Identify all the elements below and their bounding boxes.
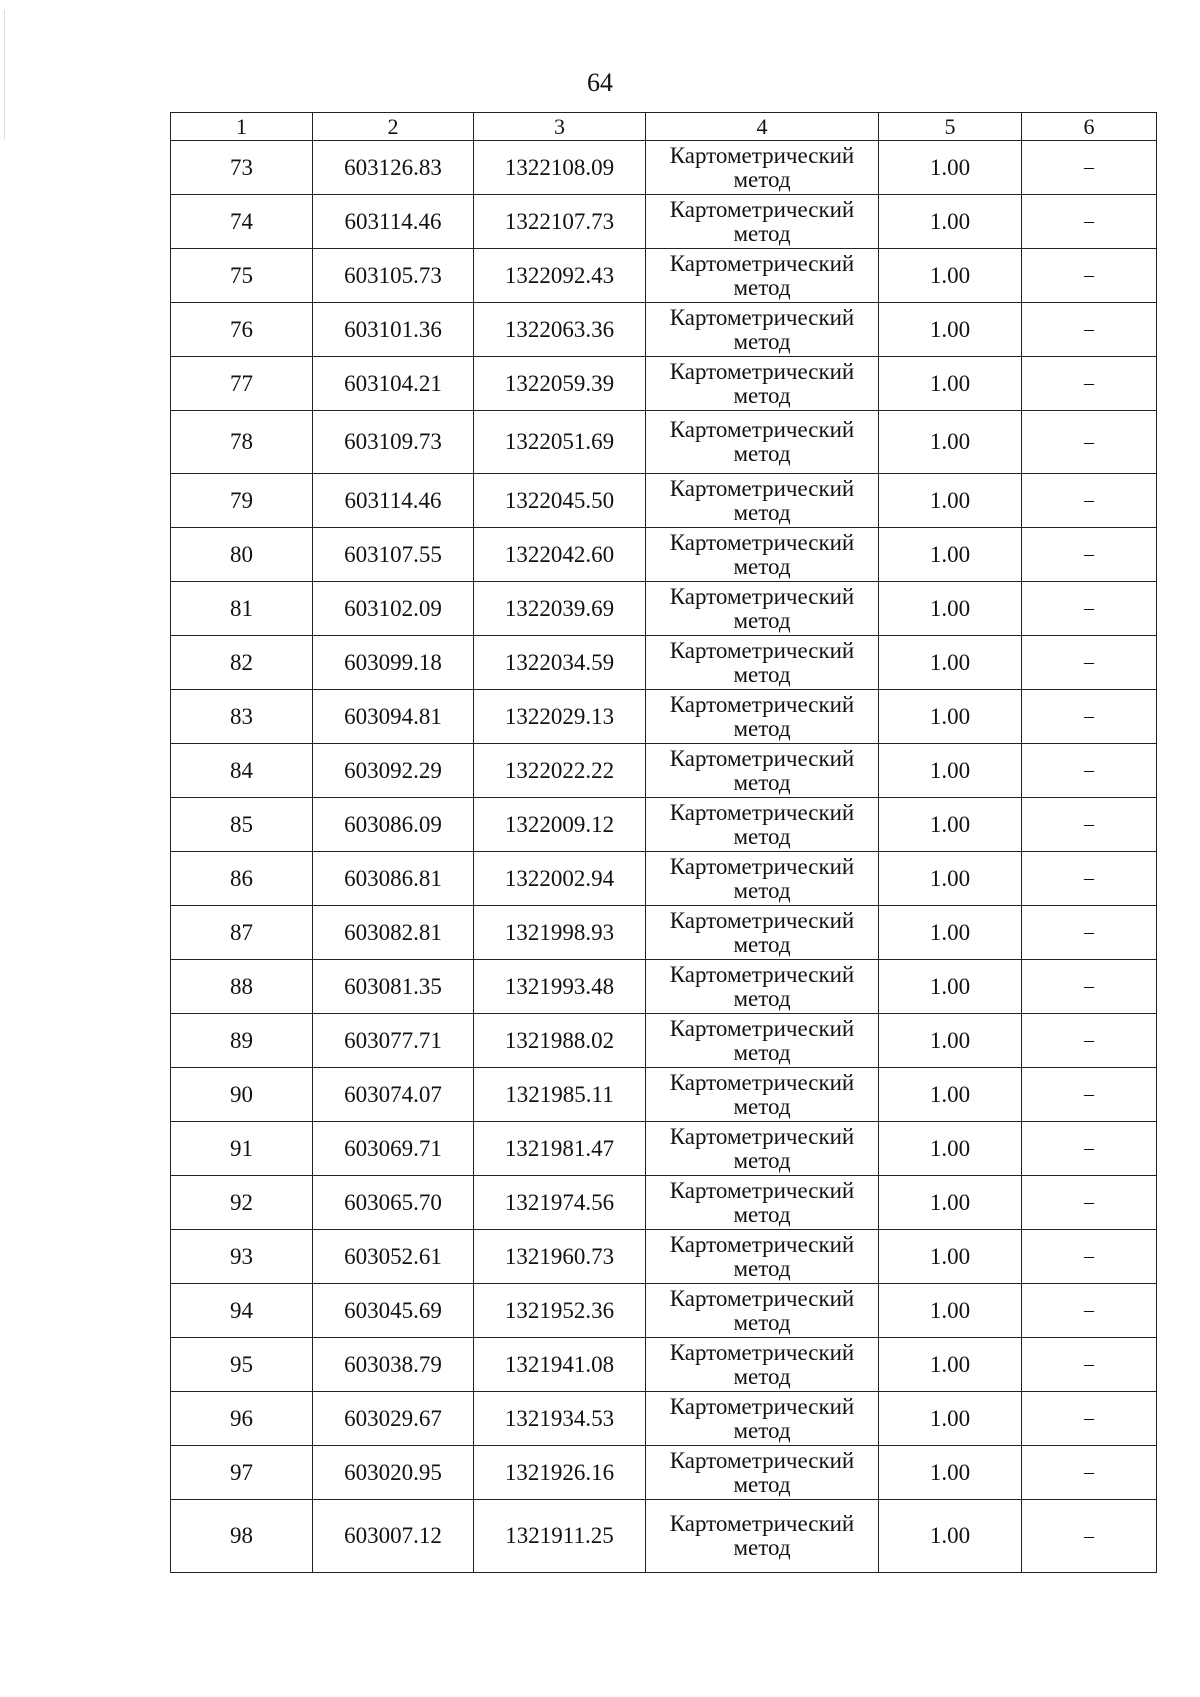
note-cell: – bbox=[1022, 474, 1157, 528]
table-row bbox=[171, 690, 1157, 744]
y-coordinate-cell: 1322092.43 bbox=[474, 249, 646, 303]
table-row bbox=[171, 357, 1157, 411]
method-cell: Картометрический метод bbox=[646, 1230, 879, 1284]
x-coordinate-cell: 603052.61 bbox=[313, 1230, 474, 1284]
note-cell: – bbox=[1022, 1122, 1157, 1176]
coordinates-table bbox=[170, 112, 1157, 1573]
accuracy-cell: 1.00 bbox=[879, 1122, 1022, 1176]
y-coordinate-cell: 1322002.94 bbox=[474, 852, 646, 906]
table-row bbox=[171, 1068, 1157, 1122]
accuracy-cell: 1.00 bbox=[879, 1500, 1022, 1573]
table-row bbox=[171, 411, 1157, 474]
accuracy-cell: 1.00 bbox=[879, 195, 1022, 249]
point-number-cell: 97 bbox=[171, 1446, 313, 1500]
y-coordinate-cell: 1321934.53 bbox=[474, 1392, 646, 1446]
point-number-cell: 76 bbox=[171, 303, 313, 357]
y-coordinate-cell: 1321981.47 bbox=[474, 1122, 646, 1176]
method-cell: Картометрический метод bbox=[646, 906, 879, 960]
point-number-cell: 81 bbox=[171, 582, 313, 636]
table-row bbox=[171, 1392, 1157, 1446]
note-cell: – bbox=[1022, 960, 1157, 1014]
method-cell: Картометрический метод bbox=[646, 357, 879, 411]
method-cell: Картометрический метод bbox=[646, 1284, 879, 1338]
point-number-cell: 77 bbox=[171, 357, 313, 411]
y-coordinate-cell: 1321911.25 bbox=[474, 1500, 646, 1573]
note-cell: – bbox=[1022, 1338, 1157, 1392]
x-coordinate-cell: 603045.69 bbox=[313, 1284, 474, 1338]
x-coordinate-cell: 603094.81 bbox=[313, 690, 474, 744]
x-coordinate-cell: 603114.46 bbox=[313, 474, 474, 528]
table-row bbox=[171, 249, 1157, 303]
x-coordinate-cell: 603020.95 bbox=[313, 1446, 474, 1500]
table-row bbox=[171, 1014, 1157, 1068]
accuracy-cell: 1.00 bbox=[879, 528, 1022, 582]
y-coordinate-cell: 1322009.12 bbox=[474, 798, 646, 852]
method-cell: Картометрический метод bbox=[646, 1338, 879, 1392]
point-number-cell: 96 bbox=[171, 1392, 313, 1446]
table-row bbox=[171, 474, 1157, 528]
point-number-cell: 79 bbox=[171, 474, 313, 528]
x-coordinate-cell: 603107.55 bbox=[313, 528, 474, 582]
method-cell: Картометрический метод bbox=[646, 195, 879, 249]
method-cell: Картометрический метод bbox=[646, 1500, 879, 1573]
point-number-cell: 82 bbox=[171, 636, 313, 690]
accuracy-cell: 1.00 bbox=[879, 906, 1022, 960]
accuracy-cell: 1.00 bbox=[879, 1392, 1022, 1446]
table-header-row bbox=[171, 113, 1157, 141]
point-number-cell: 93 bbox=[171, 1230, 313, 1284]
table-body bbox=[171, 113, 1157, 1573]
note-cell: – bbox=[1022, 303, 1157, 357]
note-cell: – bbox=[1022, 582, 1157, 636]
accuracy-cell: 1.00 bbox=[879, 798, 1022, 852]
method-cell: Картометрический метод bbox=[646, 303, 879, 357]
note-cell: – bbox=[1022, 1014, 1157, 1068]
x-coordinate-cell: 603114.46 bbox=[313, 195, 474, 249]
accuracy-cell: 1.00 bbox=[879, 249, 1022, 303]
table-row bbox=[171, 852, 1157, 906]
point-number-cell: 87 bbox=[171, 906, 313, 960]
accuracy-cell: 1.00 bbox=[879, 1338, 1022, 1392]
accuracy-cell: 1.00 bbox=[879, 1284, 1022, 1338]
accuracy-cell: 1.00 bbox=[879, 744, 1022, 798]
note-cell: – bbox=[1022, 1230, 1157, 1284]
accuracy-cell: 1.00 bbox=[879, 1176, 1022, 1230]
table-row bbox=[171, 1122, 1157, 1176]
table-row bbox=[171, 582, 1157, 636]
note-cell: – bbox=[1022, 1068, 1157, 1122]
note-cell: – bbox=[1022, 195, 1157, 249]
method-cell: Картометрический метод bbox=[646, 1068, 879, 1122]
point-number-cell: 74 bbox=[171, 195, 313, 249]
accuracy-cell: 1.00 bbox=[879, 1446, 1022, 1500]
accuracy-cell: 1.00 bbox=[879, 1230, 1022, 1284]
y-coordinate-cell: 1322059.39 bbox=[474, 357, 646, 411]
y-coordinate-cell: 1322108.09 bbox=[474, 141, 646, 195]
x-coordinate-cell: 603099.18 bbox=[313, 636, 474, 690]
accuracy-cell: 1.00 bbox=[879, 636, 1022, 690]
y-coordinate-cell: 1322051.69 bbox=[474, 411, 646, 474]
method-cell: Картометрический метод bbox=[646, 249, 879, 303]
y-coordinate-cell: 1322107.73 bbox=[474, 195, 646, 249]
table-row bbox=[171, 960, 1157, 1014]
x-coordinate-cell: 603077.71 bbox=[313, 1014, 474, 1068]
table-row bbox=[171, 1446, 1157, 1500]
note-cell: – bbox=[1022, 357, 1157, 411]
point-number-cell: 98 bbox=[171, 1500, 313, 1573]
page-number: 64 bbox=[587, 68, 613, 97]
point-number-cell: 83 bbox=[171, 690, 313, 744]
note-cell: – bbox=[1022, 744, 1157, 798]
y-coordinate-cell: 1321926.16 bbox=[474, 1446, 646, 1500]
x-coordinate-cell: 603086.81 bbox=[313, 852, 474, 906]
table-row bbox=[171, 798, 1157, 852]
x-coordinate-cell: 603105.73 bbox=[313, 249, 474, 303]
table-row bbox=[171, 1230, 1157, 1284]
point-number-cell: 94 bbox=[171, 1284, 313, 1338]
note-cell: – bbox=[1022, 249, 1157, 303]
y-coordinate-cell: 1322034.59 bbox=[474, 636, 646, 690]
note-cell: – bbox=[1022, 411, 1157, 474]
header-cell-6: 6 bbox=[1022, 113, 1157, 141]
table-row bbox=[171, 1176, 1157, 1230]
x-coordinate-cell: 603065.70 bbox=[313, 1176, 474, 1230]
x-coordinate-cell: 603092.29 bbox=[313, 744, 474, 798]
point-number-cell: 88 bbox=[171, 960, 313, 1014]
method-cell: Картометрический метод bbox=[646, 411, 879, 474]
point-number-cell: 84 bbox=[171, 744, 313, 798]
note-cell: – bbox=[1022, 852, 1157, 906]
table-row bbox=[171, 636, 1157, 690]
x-coordinate-cell: 603069.71 bbox=[313, 1122, 474, 1176]
method-cell: Картометрический метод bbox=[646, 528, 879, 582]
accuracy-cell: 1.00 bbox=[879, 1068, 1022, 1122]
table-row bbox=[171, 303, 1157, 357]
x-coordinate-cell: 603104.21 bbox=[313, 357, 474, 411]
x-coordinate-cell: 603126.83 bbox=[313, 141, 474, 195]
note-cell: – bbox=[1022, 141, 1157, 195]
x-coordinate-cell: 603086.09 bbox=[313, 798, 474, 852]
method-cell: Картометрический метод bbox=[646, 474, 879, 528]
y-coordinate-cell: 1322022.22 bbox=[474, 744, 646, 798]
accuracy-cell: 1.00 bbox=[879, 303, 1022, 357]
method-cell: Картометрический метод bbox=[646, 744, 879, 798]
y-coordinate-cell: 1322039.69 bbox=[474, 582, 646, 636]
x-coordinate-cell: 603007.12 bbox=[313, 1500, 474, 1573]
x-coordinate-cell: 603074.07 bbox=[313, 1068, 474, 1122]
point-number-cell: 91 bbox=[171, 1122, 313, 1176]
accuracy-cell: 1.00 bbox=[879, 852, 1022, 906]
y-coordinate-cell: 1322029.13 bbox=[474, 690, 646, 744]
y-coordinate-cell: 1321988.02 bbox=[474, 1014, 646, 1068]
note-cell: – bbox=[1022, 528, 1157, 582]
x-coordinate-cell: 603029.67 bbox=[313, 1392, 474, 1446]
note-cell: – bbox=[1022, 1446, 1157, 1500]
note-cell: – bbox=[1022, 1392, 1157, 1446]
method-cell: Картометрический метод bbox=[646, 582, 879, 636]
y-coordinate-cell: 1321960.73 bbox=[474, 1230, 646, 1284]
method-cell: Картометрический метод bbox=[646, 852, 879, 906]
y-coordinate-cell: 1321974.56 bbox=[474, 1176, 646, 1230]
header-cell-4: 4 bbox=[646, 113, 879, 141]
x-coordinate-cell: 603038.79 bbox=[313, 1338, 474, 1392]
note-cell: – bbox=[1022, 906, 1157, 960]
point-number-cell: 75 bbox=[171, 249, 313, 303]
point-number-cell: 85 bbox=[171, 798, 313, 852]
method-cell: Картометрический метод bbox=[646, 798, 879, 852]
y-coordinate-cell: 1321985.11 bbox=[474, 1068, 646, 1122]
note-cell: – bbox=[1022, 1176, 1157, 1230]
point-number-cell: 95 bbox=[171, 1338, 313, 1392]
method-cell: Картометрический метод bbox=[646, 1392, 879, 1446]
accuracy-cell: 1.00 bbox=[879, 960, 1022, 1014]
y-coordinate-cell: 1321941.08 bbox=[474, 1338, 646, 1392]
point-number-cell: 73 bbox=[171, 141, 313, 195]
header-cell-3: 3 bbox=[474, 113, 646, 141]
method-cell: Картометрический метод bbox=[646, 141, 879, 195]
accuracy-cell: 1.00 bbox=[879, 357, 1022, 411]
table-row bbox=[171, 528, 1157, 582]
table-row bbox=[171, 141, 1157, 195]
y-coordinate-cell: 1322045.50 bbox=[474, 474, 646, 528]
y-coordinate-cell: 1321993.48 bbox=[474, 960, 646, 1014]
x-coordinate-cell: 603081.35 bbox=[313, 960, 474, 1014]
y-coordinate-cell: 1321998.93 bbox=[474, 906, 646, 960]
note-cell: – bbox=[1022, 1500, 1157, 1573]
accuracy-cell: 1.00 bbox=[879, 582, 1022, 636]
accuracy-cell: 1.00 bbox=[879, 1014, 1022, 1068]
header-cell-2: 2 bbox=[313, 113, 474, 141]
table-row bbox=[171, 195, 1157, 249]
point-number-cell: 80 bbox=[171, 528, 313, 582]
method-cell: Картометрический метод bbox=[646, 960, 879, 1014]
point-number-cell: 78 bbox=[171, 411, 313, 474]
x-coordinate-cell: 603101.36 bbox=[313, 303, 474, 357]
point-number-cell: 90 bbox=[171, 1068, 313, 1122]
accuracy-cell: 1.00 bbox=[879, 474, 1022, 528]
method-cell: Картометрический метод bbox=[646, 636, 879, 690]
table-row bbox=[171, 1284, 1157, 1338]
point-number-cell: 89 bbox=[171, 1014, 313, 1068]
method-cell: Картометрический метод bbox=[646, 1014, 879, 1068]
table-row bbox=[171, 1500, 1157, 1573]
y-coordinate-cell: 1322042.60 bbox=[474, 528, 646, 582]
header-cell-5: 5 bbox=[879, 113, 1022, 141]
method-cell: Картометрический метод bbox=[646, 1446, 879, 1500]
y-coordinate-cell: 1321952.36 bbox=[474, 1284, 646, 1338]
note-cell: – bbox=[1022, 636, 1157, 690]
table-row bbox=[171, 744, 1157, 798]
note-cell: – bbox=[1022, 1284, 1157, 1338]
x-coordinate-cell: 603102.09 bbox=[313, 582, 474, 636]
table-row bbox=[171, 1338, 1157, 1392]
x-coordinate-cell: 603109.73 bbox=[313, 411, 474, 474]
method-cell: Картометрический метод bbox=[646, 1122, 879, 1176]
method-cell: Картометрический метод bbox=[646, 690, 879, 744]
note-cell: – bbox=[1022, 798, 1157, 852]
accuracy-cell: 1.00 bbox=[879, 141, 1022, 195]
point-number-cell: 92 bbox=[171, 1176, 313, 1230]
method-cell: Картометрический метод bbox=[646, 1176, 879, 1230]
point-number-cell: 86 bbox=[171, 852, 313, 906]
header-cell-1: 1 bbox=[171, 113, 313, 141]
x-coordinate-cell: 603082.81 bbox=[313, 906, 474, 960]
y-coordinate-cell: 1322063.36 bbox=[474, 303, 646, 357]
accuracy-cell: 1.00 bbox=[879, 411, 1022, 474]
note-cell: – bbox=[1022, 690, 1157, 744]
table-row bbox=[171, 906, 1157, 960]
accuracy-cell: 1.00 bbox=[879, 690, 1022, 744]
